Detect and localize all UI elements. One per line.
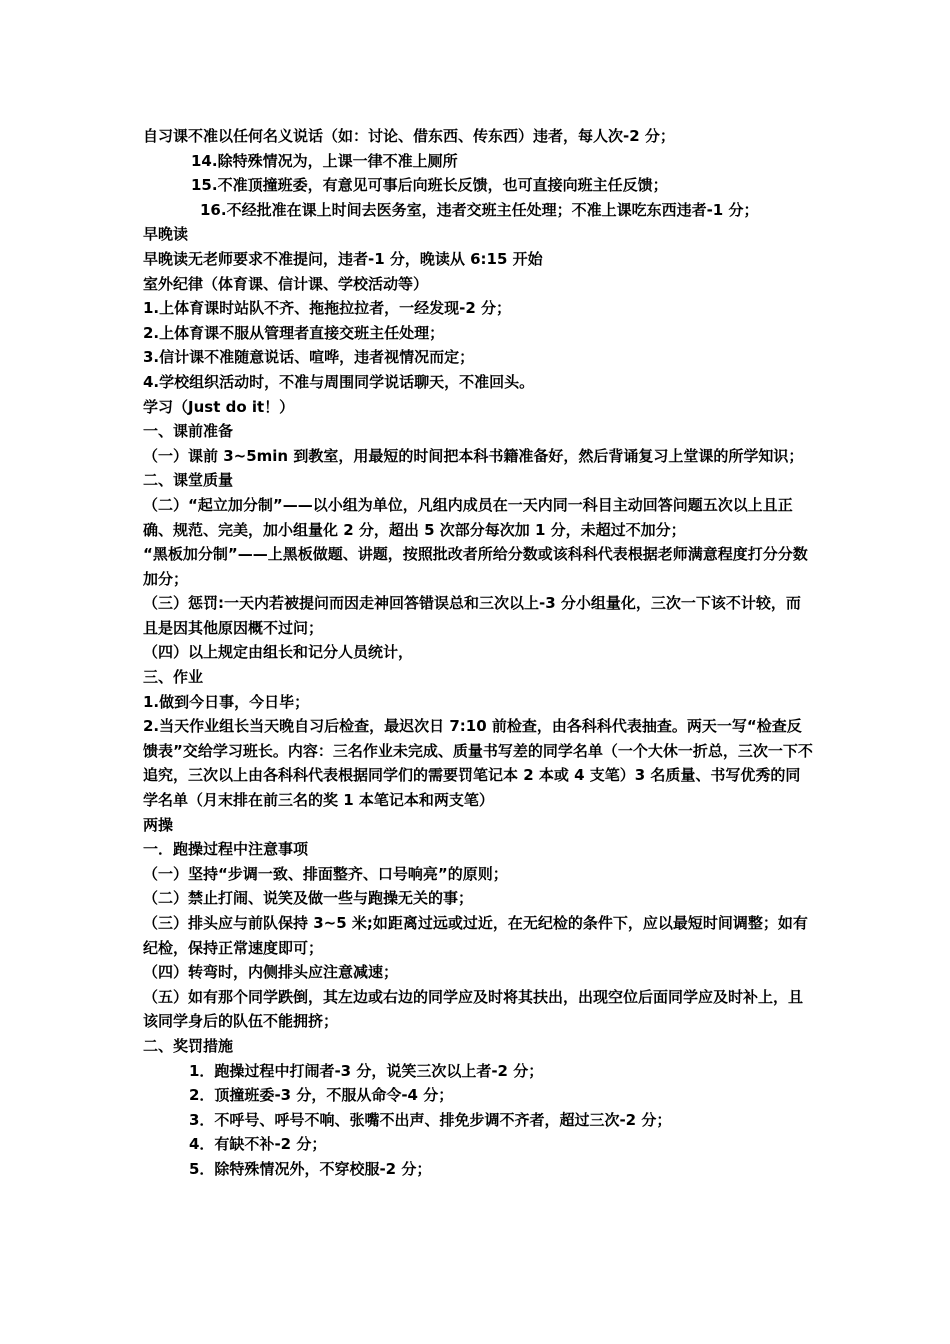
exercises-section-2-title: 二、奖罚措施	[143, 1036, 234, 1055]
rule-15: 15.不准顶撞班委，有意见可事后向班长反馈，也可直接向班主任反馈；	[191, 176, 668, 195]
exercises-section-1-title: 一．跑操过程中注意事项	[143, 840, 309, 859]
study-section-1-text: （一）课前 3~5min 到教室，用最短的时间把本科书籍准备好，然后背诵复习上堂课的所学知识；	[143, 446, 804, 465]
penalty-item-2: 2．顶撞班委-3 分，不服从命令-4 分；	[189, 1086, 454, 1105]
outdoor-item-1: 1.上体育课时站队不齐、拖拖拉拉者，一经发现-2 分；	[143, 299, 512, 318]
exercises-heading: 两操	[143, 815, 174, 834]
study-section-3-p1: 1.做到今日事，今日毕；	[143, 692, 310, 711]
rule-16: 16.不经批准在课上时间去医务室，违者交班主任处理；不准上课吃东西违者-1 分；	[200, 200, 759, 219]
exercises-item-5: （五）如有那个同学跌倒，其左边或右边的同学应及时将其扶出，出现空位后面同学应及时补上，且该同学身后的队伍不能拥挤；	[143, 987, 804, 1031]
penalty-item-4: 4．有缺不补-2 分；	[189, 1135, 327, 1154]
penalty-item-3: 3．不呼号、呼号不响、张嘴不出声、排免步调不齐者，超过三次-2 分；	[189, 1110, 672, 1129]
outdoor-heading: 室外纪律（体育课、信计课、学校活动等）	[143, 274, 429, 293]
study-section-2-p2: “黑板加分制”——上黑板做题、讲题，按照批改者所给分数或该科科代表根据老师满意程度打分分数加分；	[143, 545, 808, 588]
outdoor-item-4: 4.学校组织活动时，不准与周围同学说话聊天，不准回头。	[143, 372, 535, 391]
penalty-item-5: 5．除特殊情况外，不穿校服-2 分；	[189, 1159, 432, 1178]
self-study-rule: 自习课不准以任何名义说话（如：讨论、借东西、传东西）违者，每人次-2 分；	[143, 127, 675, 145]
morning-evening-heading: 早晚读	[143, 225, 189, 244]
study-section-1-title: 一、课前准备	[143, 422, 234, 441]
document-page	[143, 124, 813, 1182]
exercises-item-2: （二）禁止打闹、说笑及做一些与跑操无关的事；	[143, 889, 474, 908]
morning-evening-rule: 早晚读无老师要求不准提问，违者-1 分，晚读从 6:15 开始	[143, 249, 543, 268]
rule-14: 14.除特殊情况为，上课一律不准上厕所	[191, 151, 458, 170]
outdoor-item-3: 3.信计课不准随意说话、喧哗，违者视情况而定；	[143, 348, 475, 367]
study-heading: 学习（Just do it！）	[143, 397, 295, 416]
study-section-2-p1: （二）“起立加分制”——以小组为单位，凡组内成员在一天内同一科目主动回答问题五次以上且正确、规范、完美，加小组量化 2 分，超出 5 次部分每次加 1 分，未超过不加分；	[143, 495, 793, 539]
exercises-item-4: （四）转弯时，内侧排头应注意减速；	[143, 963, 399, 982]
study-section-2-p4: （四）以上规定由组长和记分人员统计，	[143, 643, 414, 662]
study-section-2-p3: （三）惩罚:一天内若被提问而因走神回答错误总和三次以上-3 分小组量化，三次一下该不计较，而且是因其他原因概不过问；	[143, 594, 801, 637]
exercises-item-1: （一）坚持“步调一致、排面整齐、口号响亮”的原则；	[143, 864, 508, 883]
study-section-3-title: 三、作业	[143, 668, 204, 687]
study-section-3-p2: 2.当天作业组长当天晚自习后检查，最迟次日 7:10 前检查，由各科科代表抽查。两天一写“检查反馈表”交给学习班长。内容：三名作业未完成、质量书写差的同学名单（一个大休一折总，三次一下不追究，三次以上由各科科代表根据同学们的需要罚笔记本 2 本或 4 支笔）3 名质量、书写优秀的同学名单（月末排在前三名的奖 1 本笔记本和两支笔）	[143, 717, 813, 810]
outdoor-item-2: 2.上体育课不服从管理者直接交班主任处理；	[143, 323, 445, 342]
penalty-item-1: 1．跑操过程中打闹者-3 分，说笑三次以上者-2 分；	[189, 1061, 544, 1080]
study-section-2-title: 二、课堂质量	[143, 471, 234, 490]
exercises-item-3: （三）排头应与前队保持 3~5 米;如距离过远或过近，在无纪检的条件下，应以最短时间调整；如有纪检，保持正常速度即可；	[143, 914, 808, 957]
